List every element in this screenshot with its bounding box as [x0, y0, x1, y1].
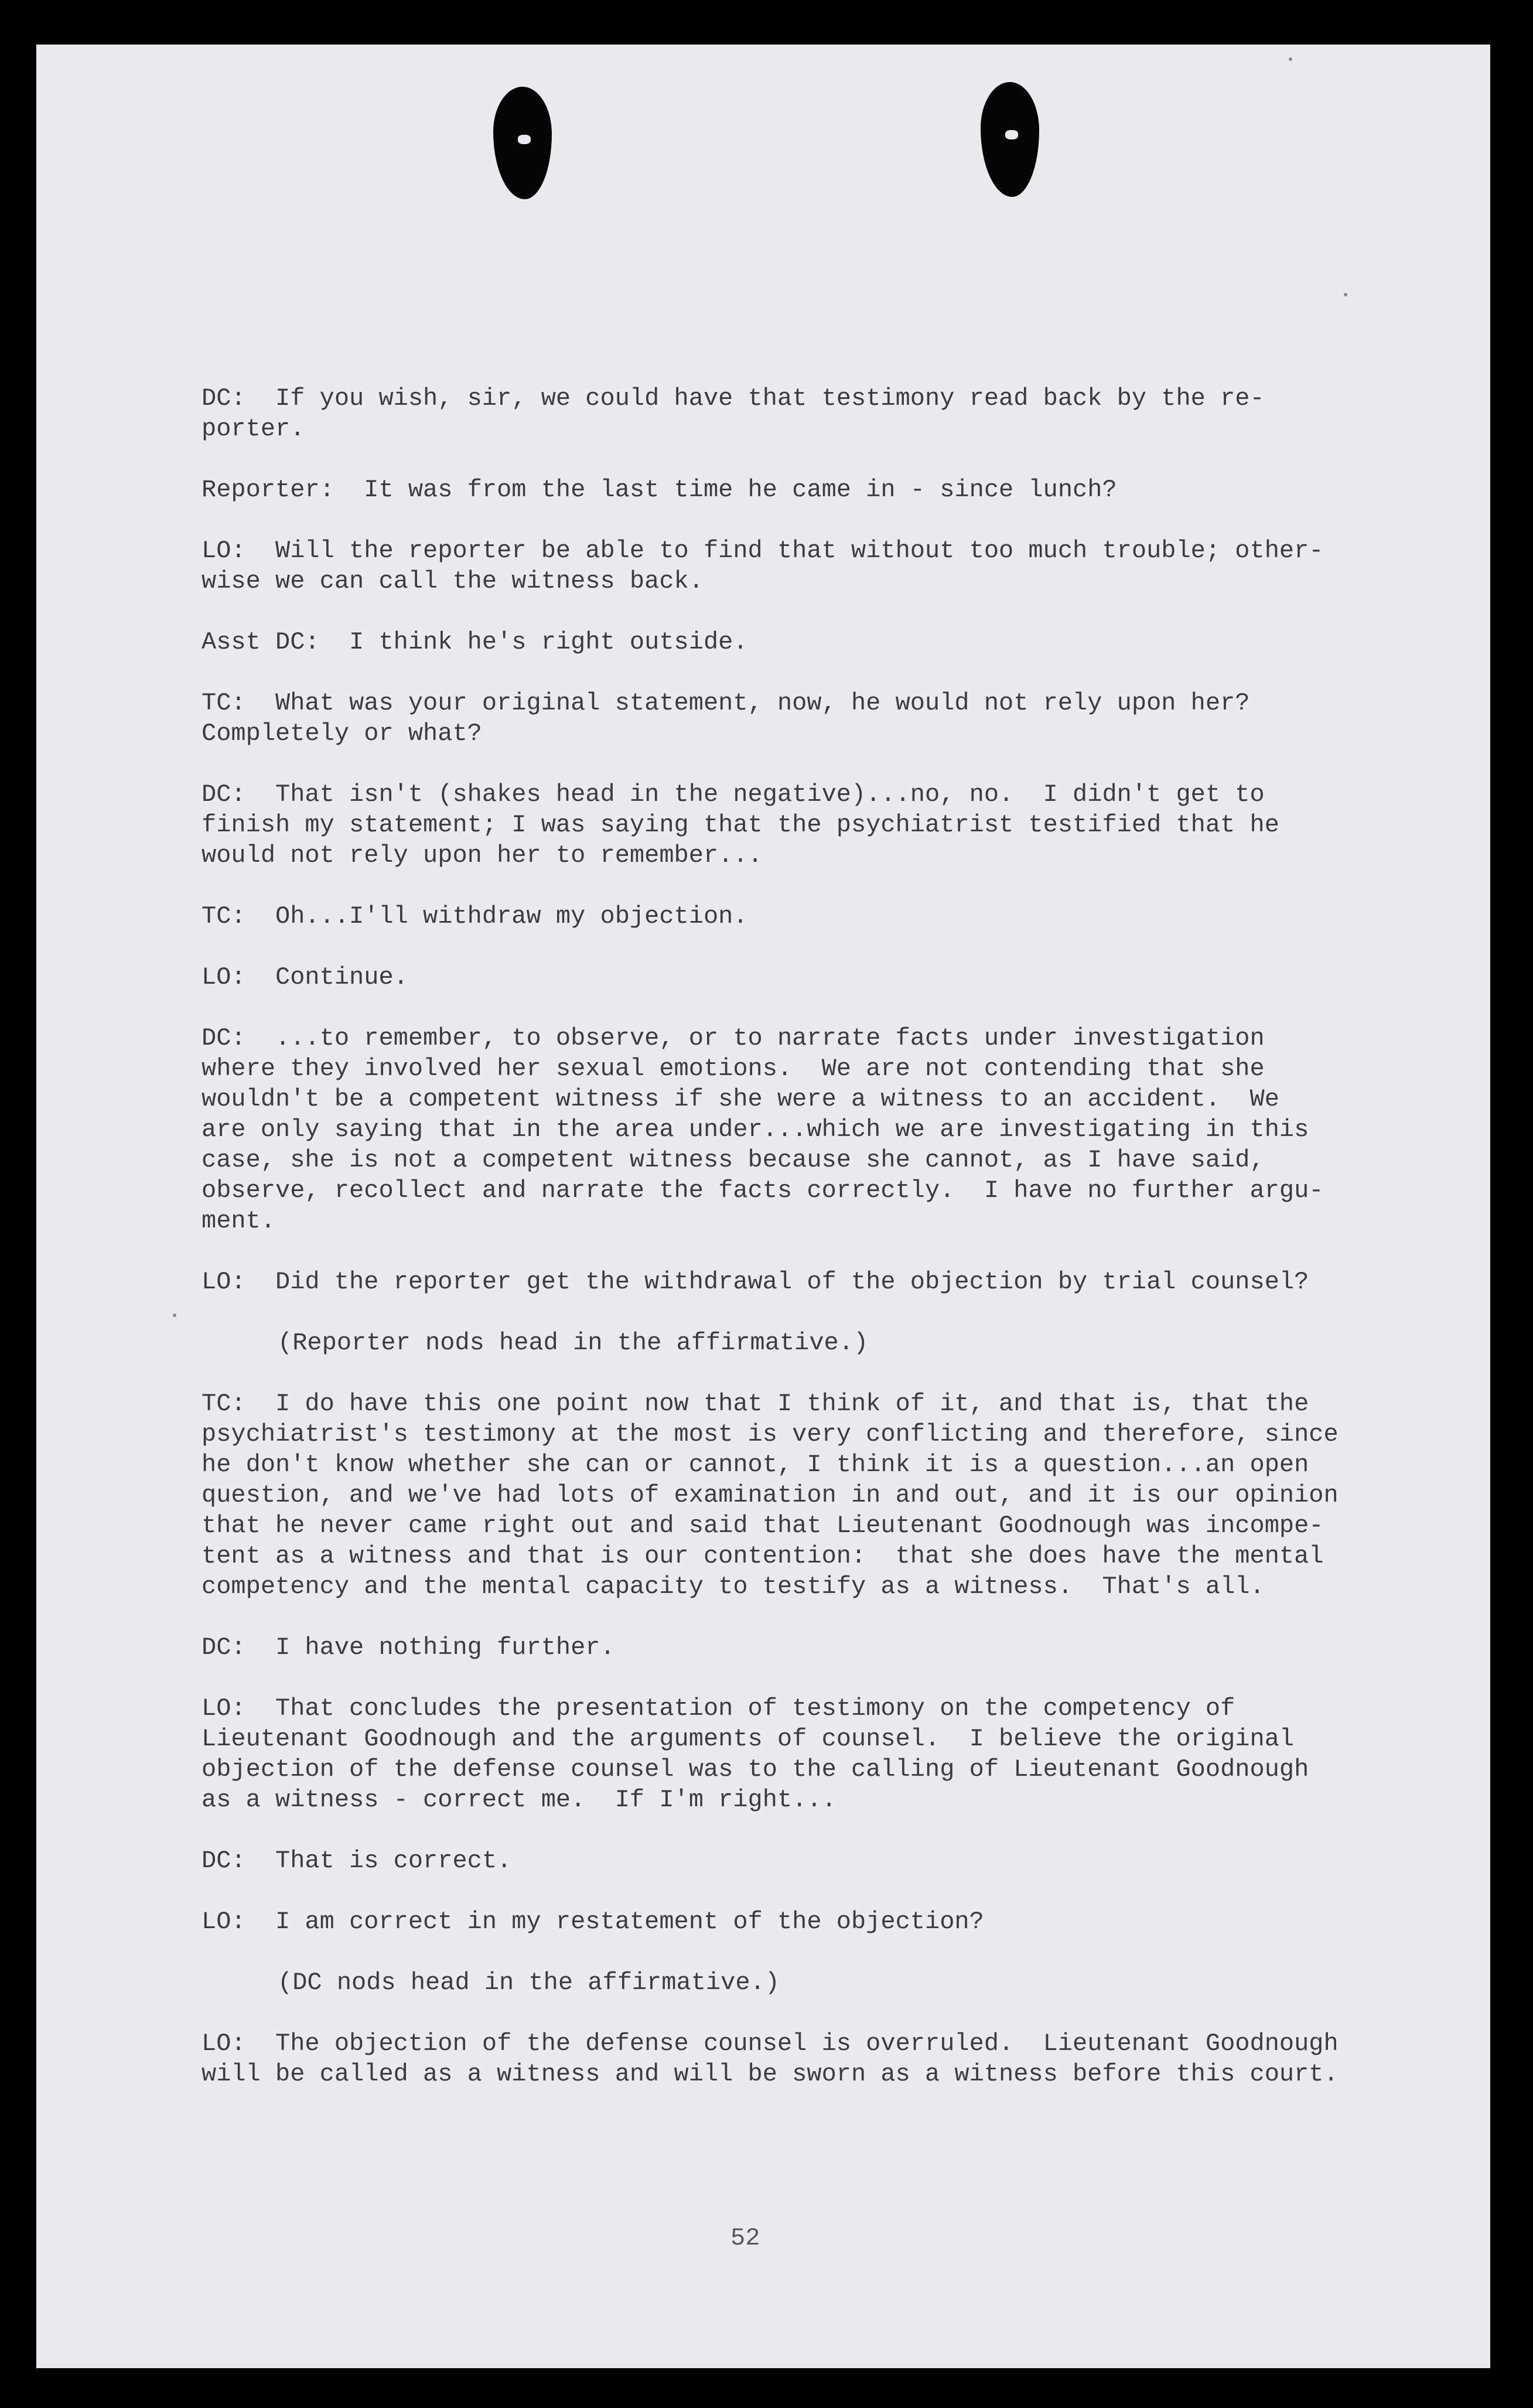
text-line: he don't know whether she can or cannot, I think it is a question...an open — [202, 1451, 1309, 1479]
paper-speck — [1344, 293, 1347, 296]
transcript-paragraph — [202, 1023, 1408, 1236]
transcript-paragraph — [202, 2028, 1408, 2089]
text-line: finish my statement; I was saying that the psychiatrist testified that he — [202, 811, 1279, 839]
text-line: are only saying that in the area under...which we are investigating in this — [202, 1116, 1309, 1144]
text-line: DC: If you wish, sir, we could have that testimony read back by the re- — [202, 384, 1265, 412]
text-line: (DC nods head in the affirmative.) — [278, 1969, 780, 1997]
text-line: competency and the mental capacity to testify as a witness. That's all. — [202, 1573, 1265, 1601]
transcript-paragraph — [202, 779, 1408, 871]
text-line: (Reporter nods head in the affirmative.) — [278, 1329, 869, 1357]
text-line: ment. — [202, 1207, 276, 1235]
transcript-paragraph — [202, 627, 1408, 657]
text-line: that he never came right out and said that Lieutenant Goodnough was incompe- — [202, 1512, 1324, 1540]
transcript-paragraph — [202, 688, 1408, 749]
transcript-paragraph — [202, 901, 1408, 932]
text-line: Asst DC: I think he's right outside. — [202, 628, 748, 656]
text-line: observe, recollect and narrate the facts correctly. I have no further argu- — [202, 1176, 1324, 1205]
text-line: LO: Continue. — [202, 963, 408, 991]
punch-hole-right — [981, 82, 1039, 197]
text-line: case, she is not a competent witness because she cannot, as I have said, — [202, 1146, 1265, 1174]
transcript-body — [202, 383, 1408, 2120]
text-line: question, and we've had lots of examination in and out, and it is our opinion — [202, 1481, 1339, 1509]
text-line: psychiatrist's testimony at the most is very conflicting and therefore, since — [202, 1420, 1339, 1448]
text-line: porter. — [202, 415, 305, 443]
transcript-paragraph — [202, 536, 1408, 596]
text-line: DC: That isn't (shakes head in the negative)...no, no. I didn't get to — [202, 780, 1265, 809]
text-line: TC: What was your original statement, now, he would not rely upon her? — [202, 689, 1250, 717]
paper-speck — [1289, 57, 1292, 61]
text-line: where they involved her sexual emotions. We are not contending that she — [202, 1055, 1265, 1083]
transcript-paragraph — [202, 962, 1408, 992]
text-line: LO: That concludes the presentation of testimony on the competency of — [202, 1694, 1235, 1723]
transcript-paragraph — [202, 1632, 1408, 1663]
text-line: Completely or what? — [202, 719, 482, 748]
paper-speck — [173, 1314, 176, 1317]
stage-direction — [202, 1328, 1408, 1358]
transcript-paragraph — [202, 1906, 1408, 1937]
text-line: will be called as a witness and will be sworn as a witness before this court. — [202, 2060, 1339, 2088]
punch-hole-left — [493, 87, 552, 199]
transcript-paragraph — [202, 1693, 1408, 1815]
text-line: LO: The objection of the defense counsel is overruled. Lieutenant Goodnough — [202, 2030, 1339, 2058]
page-number: 52 — [730, 2224, 760, 2252]
text-line: DC: I have nothing further. — [202, 1633, 615, 1662]
typed-page — [36, 45, 1490, 2368]
transcript-paragraph — [202, 1846, 1408, 1876]
stage-direction — [202, 1967, 1408, 1998]
text-line: TC: Oh...I'll withdraw my objection. — [202, 902, 748, 930]
text-line: wouldn't be a competent witness if she were a witness to an accident. We — [202, 1085, 1279, 1113]
text-line: as a witness - correct me. If I'm right... — [202, 1786, 837, 1814]
text-line: DC: That is correct. — [202, 1847, 512, 1875]
transcript-paragraph — [202, 1389, 1408, 1602]
text-line: Reporter: It was from the last time he came in - since lunch? — [202, 476, 1117, 504]
text-line: TC: I do have this one point now that I think of it, and that is, that the — [202, 1390, 1309, 1418]
text-line: tent as a witness and that is our contention: that she does have the mental — [202, 1542, 1324, 1570]
text-line: Lieutenant Goodnough and the arguments of counsel. I believe the original — [202, 1725, 1295, 1753]
text-line: LO: I am correct in my restatement of the objection? — [202, 1908, 984, 1936]
text-line: DC: ...to remember, to observe, or to narrate facts under investigation — [202, 1024, 1265, 1052]
text-line: LO: Will the reporter be able to find that without too much trouble; other- — [202, 537, 1324, 565]
transcript-paragraph — [202, 475, 1408, 505]
text-line: wise we can call the witness back. — [202, 567, 704, 595]
transcript-paragraph — [202, 1267, 1408, 1297]
text-line: objection of the defense counsel was to the calling of Lieutenant Goodnough — [202, 1755, 1309, 1783]
text-line: LO: Did the reporter get the withdrawal of the objection by trial counsel? — [202, 1268, 1309, 1296]
transcript-paragraph — [202, 383, 1408, 444]
text-line: would not rely upon her to remember... — [202, 841, 763, 869]
